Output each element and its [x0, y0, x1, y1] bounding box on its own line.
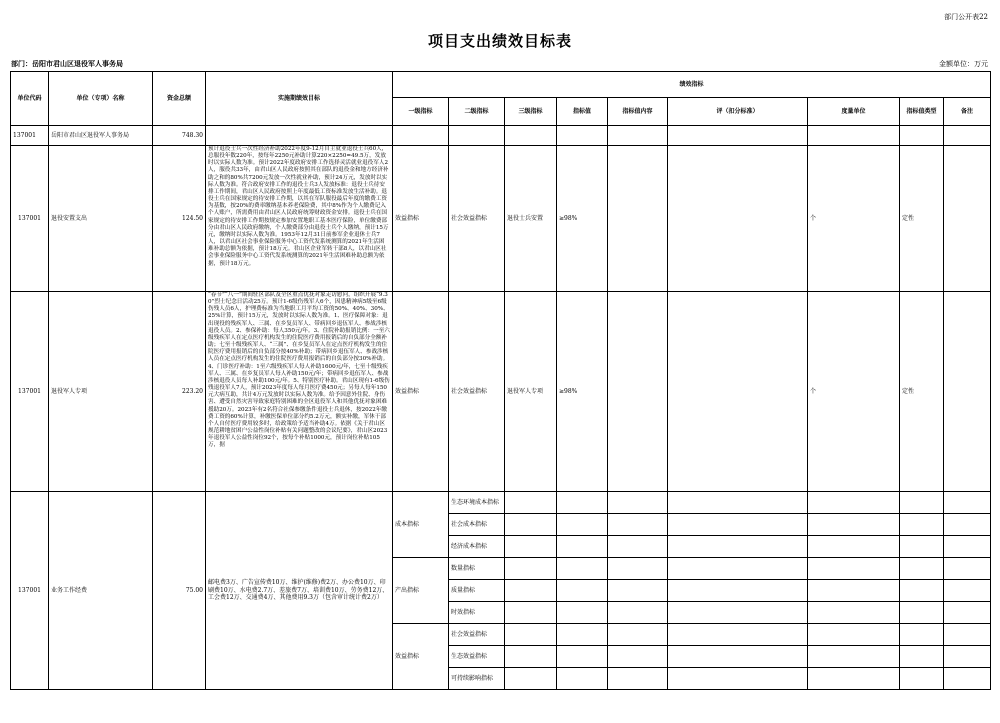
header-score: 评（扣分标准） [668, 98, 808, 126]
target-text: “春节”“八一”期间驻区部队及全区重点优抚对象走访慰问，组织开展“9.30”烈士纪念日活动25万。预计1-6级伤残军人6个，因患精神病5级至6级伤残人员6人，护理费标准为当地职工月平均工资的50%、40%、30%、25%计算，预计15万元，发放时以实际人数为准。1、医疗保障对象：退出现役的残疾军人、三属、在乡复员军人、带病回乡退伍军人、参战涉核退役人员。2、参保补助：每人350元/年。3、住院补助报销比例：一至六级残疾军人在定点医疗机构发生的住院医疗费用报销后的自负部分全额补助；七至十级残疾军人、“三属”、在乡复员军人在定点医疗机构发生的住院医疗费用报销后的自负部分按40%补助；带病回乡退伍军人、参战涉核人员在定点医疗机构发生的住院医疗费用报销后的自负部分按30%补助。4、门诊医疗补助：1至六级残疾军人每人补助1600元/年，七至十级残疾军人、三属、在乡复员军人每人补助150元/年；带病回乡退伍军人、参战涉核退役人员每人补助100元/年。5、特别医疗补助。君山区现有1-6级伤残退役军人7人，预计2023年度每人每月医疗费450元；另每人每年150元大病互助，共计4万元发放时以实际人数为准。给予因意外住院、身伤害、遭受自然灾害导致家庭特别困难的全区退役军人和其他优抚对象困难援助20万。2023年有2名符合社保参缴条件退役士兵退休，按2022年缴费工资的60%计算，补缴医保单位部分约5.2万元，额实补缴，军休干部个人自付医疗费用较多时，给政策给予适当补助4万。依据《关于君山区规范耕地贫困户公益性岗位补贴有关问题整改的会议纪要》，君山区2023年退役军人公益性岗位92个，按每个补贴1000元，预计岗位补贴105万，据 [208, 292, 390, 449]
target-text: 邮电费3万、广告宣传费10万、维护(维修)费2万、办公费10万、印刷费10万、水电费2.7万、差旅费7万、培训费10万、劳务费12万、工会费12万、交通费4万、其他费用9.3万（包含审计统计费2万） [206, 492, 393, 690]
fund-amount: 75.00 [153, 492, 206, 690]
level1-indicator: 效益指标 [393, 624, 449, 690]
table-number-label: 部门公开表22 [944, 13, 988, 21]
unit-name: 退役安置支出 [49, 146, 153, 292]
unit-code: 137001 [11, 292, 49, 492]
unit-name: 业务工作经费 [49, 492, 153, 690]
header-measure: 度量单位 [808, 98, 900, 126]
header-level3: 三级指标 [505, 98, 557, 126]
unit-name: 岳阳市君山区退役军人事务局 [49, 126, 153, 146]
fund-amount: 223.20 [153, 292, 206, 492]
level2-indicator: 质量指标 [449, 580, 505, 602]
unit-code: 137001 [11, 492, 49, 690]
value-type: 定性 [900, 146, 944, 292]
level2-indicator: 社会效益指标 [449, 292, 505, 492]
level2-indicator: 时效指标 [449, 602, 505, 624]
level1-indicator: 成本指标 [393, 492, 449, 558]
value-type: 定性 [900, 292, 944, 492]
target-text: 预计退役士兵一次性经济补助2022年度9-12月自主就业退役士兵60人，总服役年数220年，按每年2250元补助计算220×2250=49.5万，发放时以实际人数为准。预计2022年度政府安排工作选择灵活就业退役军人2人，服役共33年，由君山区人民政府按照其在部队的退役金和地方经济补助之和的80%共7200元发放一次性就业补助，预计24万元，发放时以实际人数为准。符合政府安排工作的退役士兵3人发放标准：退役士兵待安排工作期间，君山区人民政府按照上年度最低工资标准发放生活补助。退役士兵在国家规定的待安排工作期，以其在军队服役最后年度的缴费工资为基数，按20%的费率缴纳基本养老保险费，其中8%作为个人缴费记入个人账户，所需费用由君山区人民政府统筹财政资金安排。退役士兵在国家规定的待安排工作期按规定参加安置地职工基本医疗保险，单位缴费部分由君山区人民政府缴纳，个人缴费部分由退役士兵个人缴纳，预计15万元，缴纳时以实际人数为准。1953年12月31日前参军企业退休士兵7人，以君山区社会事业保险服务中心工资代发系统测算的2021年生活困难补助总额为依据，预计18万元。君山区企业军转干部8人，以君山区社会事业保险服务中心工资代发系统测算的2021年生活困难补助总额为依据，预计18万元。 [208, 146, 389, 267]
level2-indicator: 数量指标 [449, 558, 505, 580]
level2-indicator: 生态效益指标 [449, 646, 505, 668]
unit-name: 退役军人专项 [49, 292, 153, 492]
level1-indicator: 产出指标 [393, 558, 449, 624]
level3-indicator: 退役军人专项 [505, 292, 557, 492]
header-level1: 一级指标 [393, 98, 449, 126]
level2-indicator: 经济成本指标 [449, 536, 505, 558]
level2-indicator: 生态环境成本指标 [449, 492, 505, 514]
fund-amount: 124.50 [153, 146, 206, 292]
indicator-value: ≥98% [557, 146, 608, 292]
level2-indicator: 社会效益指标 [449, 624, 505, 646]
measure-unit: 个 [808, 292, 900, 492]
table-row [11, 126, 991, 146]
header-type: 指标值类型 [900, 98, 944, 126]
unit-code: 137001 [11, 126, 49, 146]
indicator-value: ≥98% [557, 292, 608, 492]
table-row [11, 492, 991, 514]
performance-target-table [10, 71, 991, 690]
department-label: 部门：岳阳市君山区退役军人事务局 [11, 59, 123, 68]
table-row [11, 146, 991, 292]
header-fund-total: 资金总额 [153, 72, 206, 126]
header-value: 指标值 [557, 98, 608, 126]
measure-unit: 个 [808, 146, 900, 292]
level3-indicator: 退役士兵安置 [505, 146, 557, 292]
header-target: 实施期绩效目标 [206, 72, 393, 126]
page-title: 项目支出绩效目标表 [427, 32, 572, 50]
amount-unit-label: 金额单位：万元 [939, 60, 988, 68]
level1-indicator: 效益指标 [393, 146, 449, 292]
header-performance: 绩效指标 [393, 72, 991, 98]
table-row [11, 292, 991, 492]
header-unit-name: 单位（专项）名称 [49, 72, 153, 126]
fund-amount: 748.30 [153, 126, 206, 146]
level2-indicator: 社会效益指标 [449, 146, 505, 292]
header-level2: 二级指标 [449, 98, 505, 126]
header-content: 指标值内容 [608, 98, 668, 126]
level2-indicator: 社会成本指标 [449, 514, 505, 536]
header-note: 备注 [944, 98, 991, 126]
unit-code: 137001 [11, 146, 49, 292]
level1-indicator: 效益指标 [393, 292, 449, 492]
header-unit-code: 单位代码 [11, 72, 49, 126]
level2-indicator: 可持续影响指标 [449, 668, 505, 690]
